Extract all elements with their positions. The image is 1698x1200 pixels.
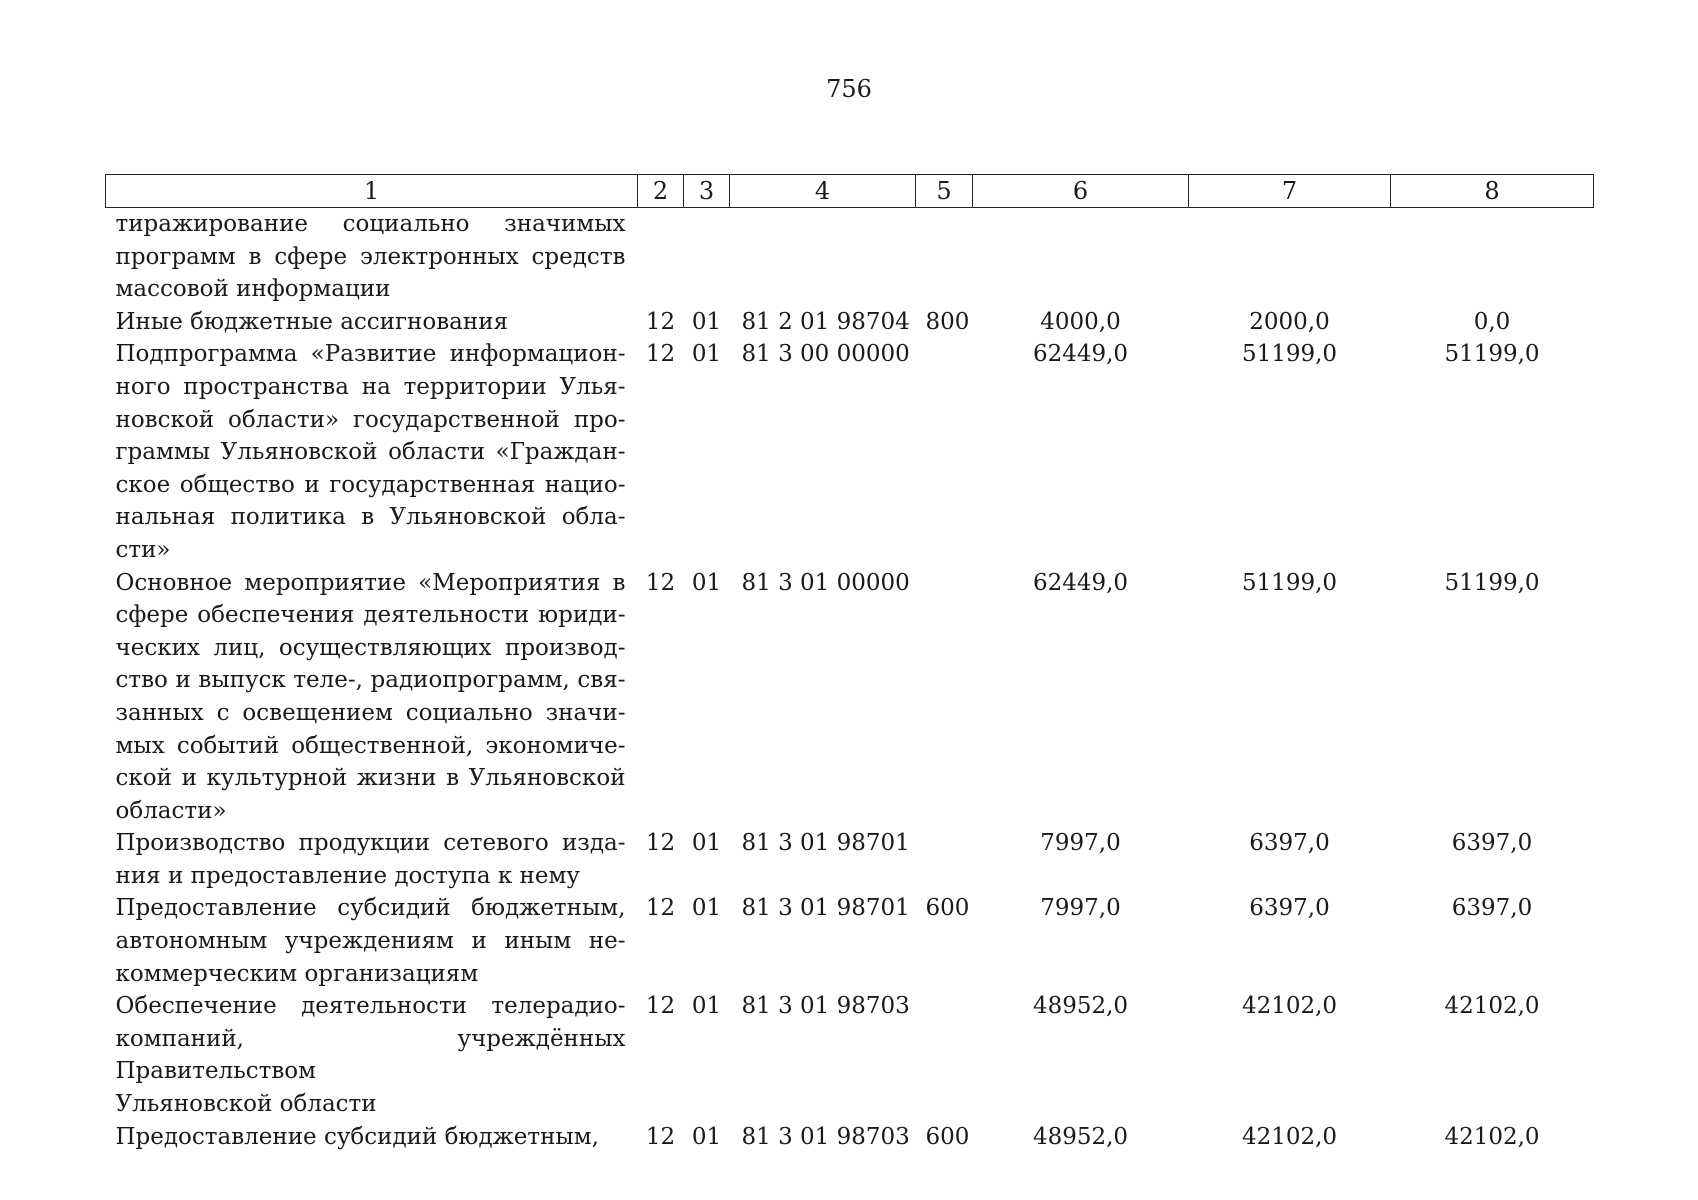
description-line: ское общество и государственная нацио- <box>115 471 626 498</box>
amount-col-6: 48952,0 <box>1032 1123 1129 1150</box>
subsection-code: 01 <box>691 341 722 368</box>
col-header-5: 5 <box>916 175 973 208</box>
description-line: Обеспечение деятельности телерадио- <box>115 993 626 1020</box>
section-code: 12 <box>645 993 676 1020</box>
table-row <box>106 892 1594 990</box>
amount-col-6: 62449,0 <box>1032 569 1129 596</box>
section-code: 12 <box>645 341 676 368</box>
table-body <box>106 208 1594 1154</box>
amount-col-7: 42102,0 <box>1241 993 1338 1020</box>
amount-col-6 <box>973 208 1189 306</box>
description-line: области» <box>115 797 227 824</box>
amount-col-8: 6397,0 <box>1451 895 1533 922</box>
amount-col-7: 6397,0 <box>1249 895 1330 922</box>
amount-col-8: 42102,0 <box>1444 1123 1540 1150</box>
description-line: сти» <box>115 536 171 563</box>
description-line: Предоставление субсидий бюджетным, <box>115 895 626 922</box>
description-line: ния и предоставление доступа к нему <box>115 862 580 889</box>
expense-type-code <box>916 990 973 1120</box>
col-header-6: 6 <box>973 175 1189 208</box>
expense-type-code <box>916 827 973 892</box>
description-line: Производство продукции сетевого изда- <box>115 830 626 857</box>
amount-col-7: 51199,0 <box>1241 569 1338 596</box>
section-code: 12 <box>645 830 676 857</box>
description-line: ного пространства на территории Улья- <box>115 373 626 400</box>
description-line: программ в сфере электронных средств <box>115 243 626 270</box>
amount-col-7: 2000,0 <box>1249 308 1330 335</box>
target-article-code <box>730 208 916 306</box>
description-line: компаний, учреждённых Правительством <box>115 1025 626 1085</box>
subsection-code: 01 <box>691 830 722 857</box>
target-article-code: 81 3 00 00000 <box>741 341 910 368</box>
description-line: Иные бюджетные ассигнования <box>115 308 509 335</box>
amount-col-7 <box>1189 208 1391 306</box>
description-line: ческих лиц, осуществляющих производ- <box>115 634 626 661</box>
description-line: массовой информации <box>115 276 391 303</box>
expense-type-code <box>916 338 973 566</box>
row-description <box>106 306 638 339</box>
target-article-code: 81 3 01 98701 <box>741 895 910 922</box>
section-code: 12 <box>645 895 676 922</box>
table-row <box>106 208 1594 306</box>
row-description <box>106 208 638 306</box>
table-row <box>106 990 1594 1120</box>
row-description <box>106 827 638 892</box>
section-code: 12 <box>645 569 676 596</box>
expense-type-code <box>916 208 973 306</box>
section-code: 12 <box>645 1123 676 1150</box>
expense-type-code <box>916 567 973 828</box>
target-article-code: 81 2 01 98704 <box>741 308 910 335</box>
description-line: новской области» государственной про- <box>115 406 626 433</box>
col-header-2: 2 <box>638 175 684 208</box>
budget-table <box>105 174 1594 1153</box>
row-description <box>106 892 638 990</box>
col-header-3: 3 <box>684 175 730 208</box>
amount-col-7: 6397,0 <box>1249 830 1330 857</box>
description-line: занных с освещением социально значи- <box>115 699 626 726</box>
row-description <box>106 990 638 1120</box>
description-line: сфере обеспечения деятельности юриди- <box>115 602 626 629</box>
description-line: ство и выпуск теле-, радиопрограмм, свя- <box>115 667 626 694</box>
subsection-code <box>684 208 730 306</box>
row-description <box>106 1121 638 1154</box>
description-line: коммерческим организациям <box>115 960 479 987</box>
description-line: Предоставление субсидий бюджетным, <box>115 1123 599 1150</box>
table-row <box>106 827 1594 892</box>
amount-col-6: 62449,0 <box>1032 341 1129 368</box>
amount-col-8: 6397,0 <box>1451 830 1533 857</box>
subsection-code: 01 <box>691 993 722 1020</box>
description-line: ской и культурной жизни в Ульяновской <box>115 765 626 792</box>
section-code <box>638 208 684 306</box>
budget-table-container <box>105 174 1593 1153</box>
description-line: Основное мероприятие «Мероприятия в <box>115 569 626 596</box>
amount-col-8 <box>1391 208 1594 306</box>
expense-type-code: 800 <box>925 308 970 335</box>
table-header-row <box>106 175 1594 208</box>
subsection-code: 01 <box>691 895 722 922</box>
col-header-4: 4 <box>730 175 916 208</box>
amount-col-8: 51199,0 <box>1444 569 1540 596</box>
target-article-code: 81 3 01 00000 <box>741 569 910 596</box>
amount-col-7: 42102,0 <box>1241 1123 1338 1150</box>
subsection-code: 01 <box>691 569 722 596</box>
description-line: автономным учреждениям и иным не- <box>115 928 626 955</box>
amount-col-7: 51199,0 <box>1241 341 1338 368</box>
description-line: нальная политика в Ульяновской обла- <box>115 504 626 531</box>
description-line: тиражирование социально значимых <box>115 211 626 237</box>
subsection-code: 01 <box>691 1123 722 1150</box>
row-description <box>106 567 638 828</box>
target-article-code: 81 3 01 98701 <box>741 830 910 857</box>
amount-col-8: 42102,0 <box>1444 993 1540 1020</box>
table-row <box>106 306 1594 339</box>
subsection-code: 01 <box>691 308 722 335</box>
amount-col-6: 48952,0 <box>1032 993 1129 1020</box>
description-line: мых событий общественной, экономиче- <box>115 732 626 759</box>
description-line: Подпрограмма «Развитие информацион- <box>115 341 626 368</box>
amount-col-6: 4000,0 <box>1040 308 1121 335</box>
row-description <box>106 338 638 566</box>
amount-col-6: 7997,0 <box>1040 895 1121 922</box>
col-header-7: 7 <box>1189 175 1391 208</box>
target-article-code: 81 3 01 98703 <box>741 993 910 1020</box>
col-header-8: 8 <box>1391 175 1594 208</box>
table-row <box>106 1121 1594 1154</box>
section-code: 12 <box>645 308 676 335</box>
amount-col-8: 0,0 <box>1473 308 1511 335</box>
description-line: граммы Ульяновской области «Граждан- <box>115 439 626 466</box>
table-row <box>106 338 1594 566</box>
target-article-code: 81 3 01 98703 <box>741 1123 910 1150</box>
expense-type-code: 600 <box>925 895 970 922</box>
amount-col-6: 7997,0 <box>1040 830 1121 857</box>
col-header-1: 1 <box>106 175 638 208</box>
amount-col-8: 51199,0 <box>1444 341 1540 368</box>
table-row <box>106 567 1594 828</box>
page-number: 756 <box>826 75 872 103</box>
description-line: Ульяновской области <box>115 1091 377 1118</box>
expense-type-code: 600 <box>925 1123 970 1150</box>
